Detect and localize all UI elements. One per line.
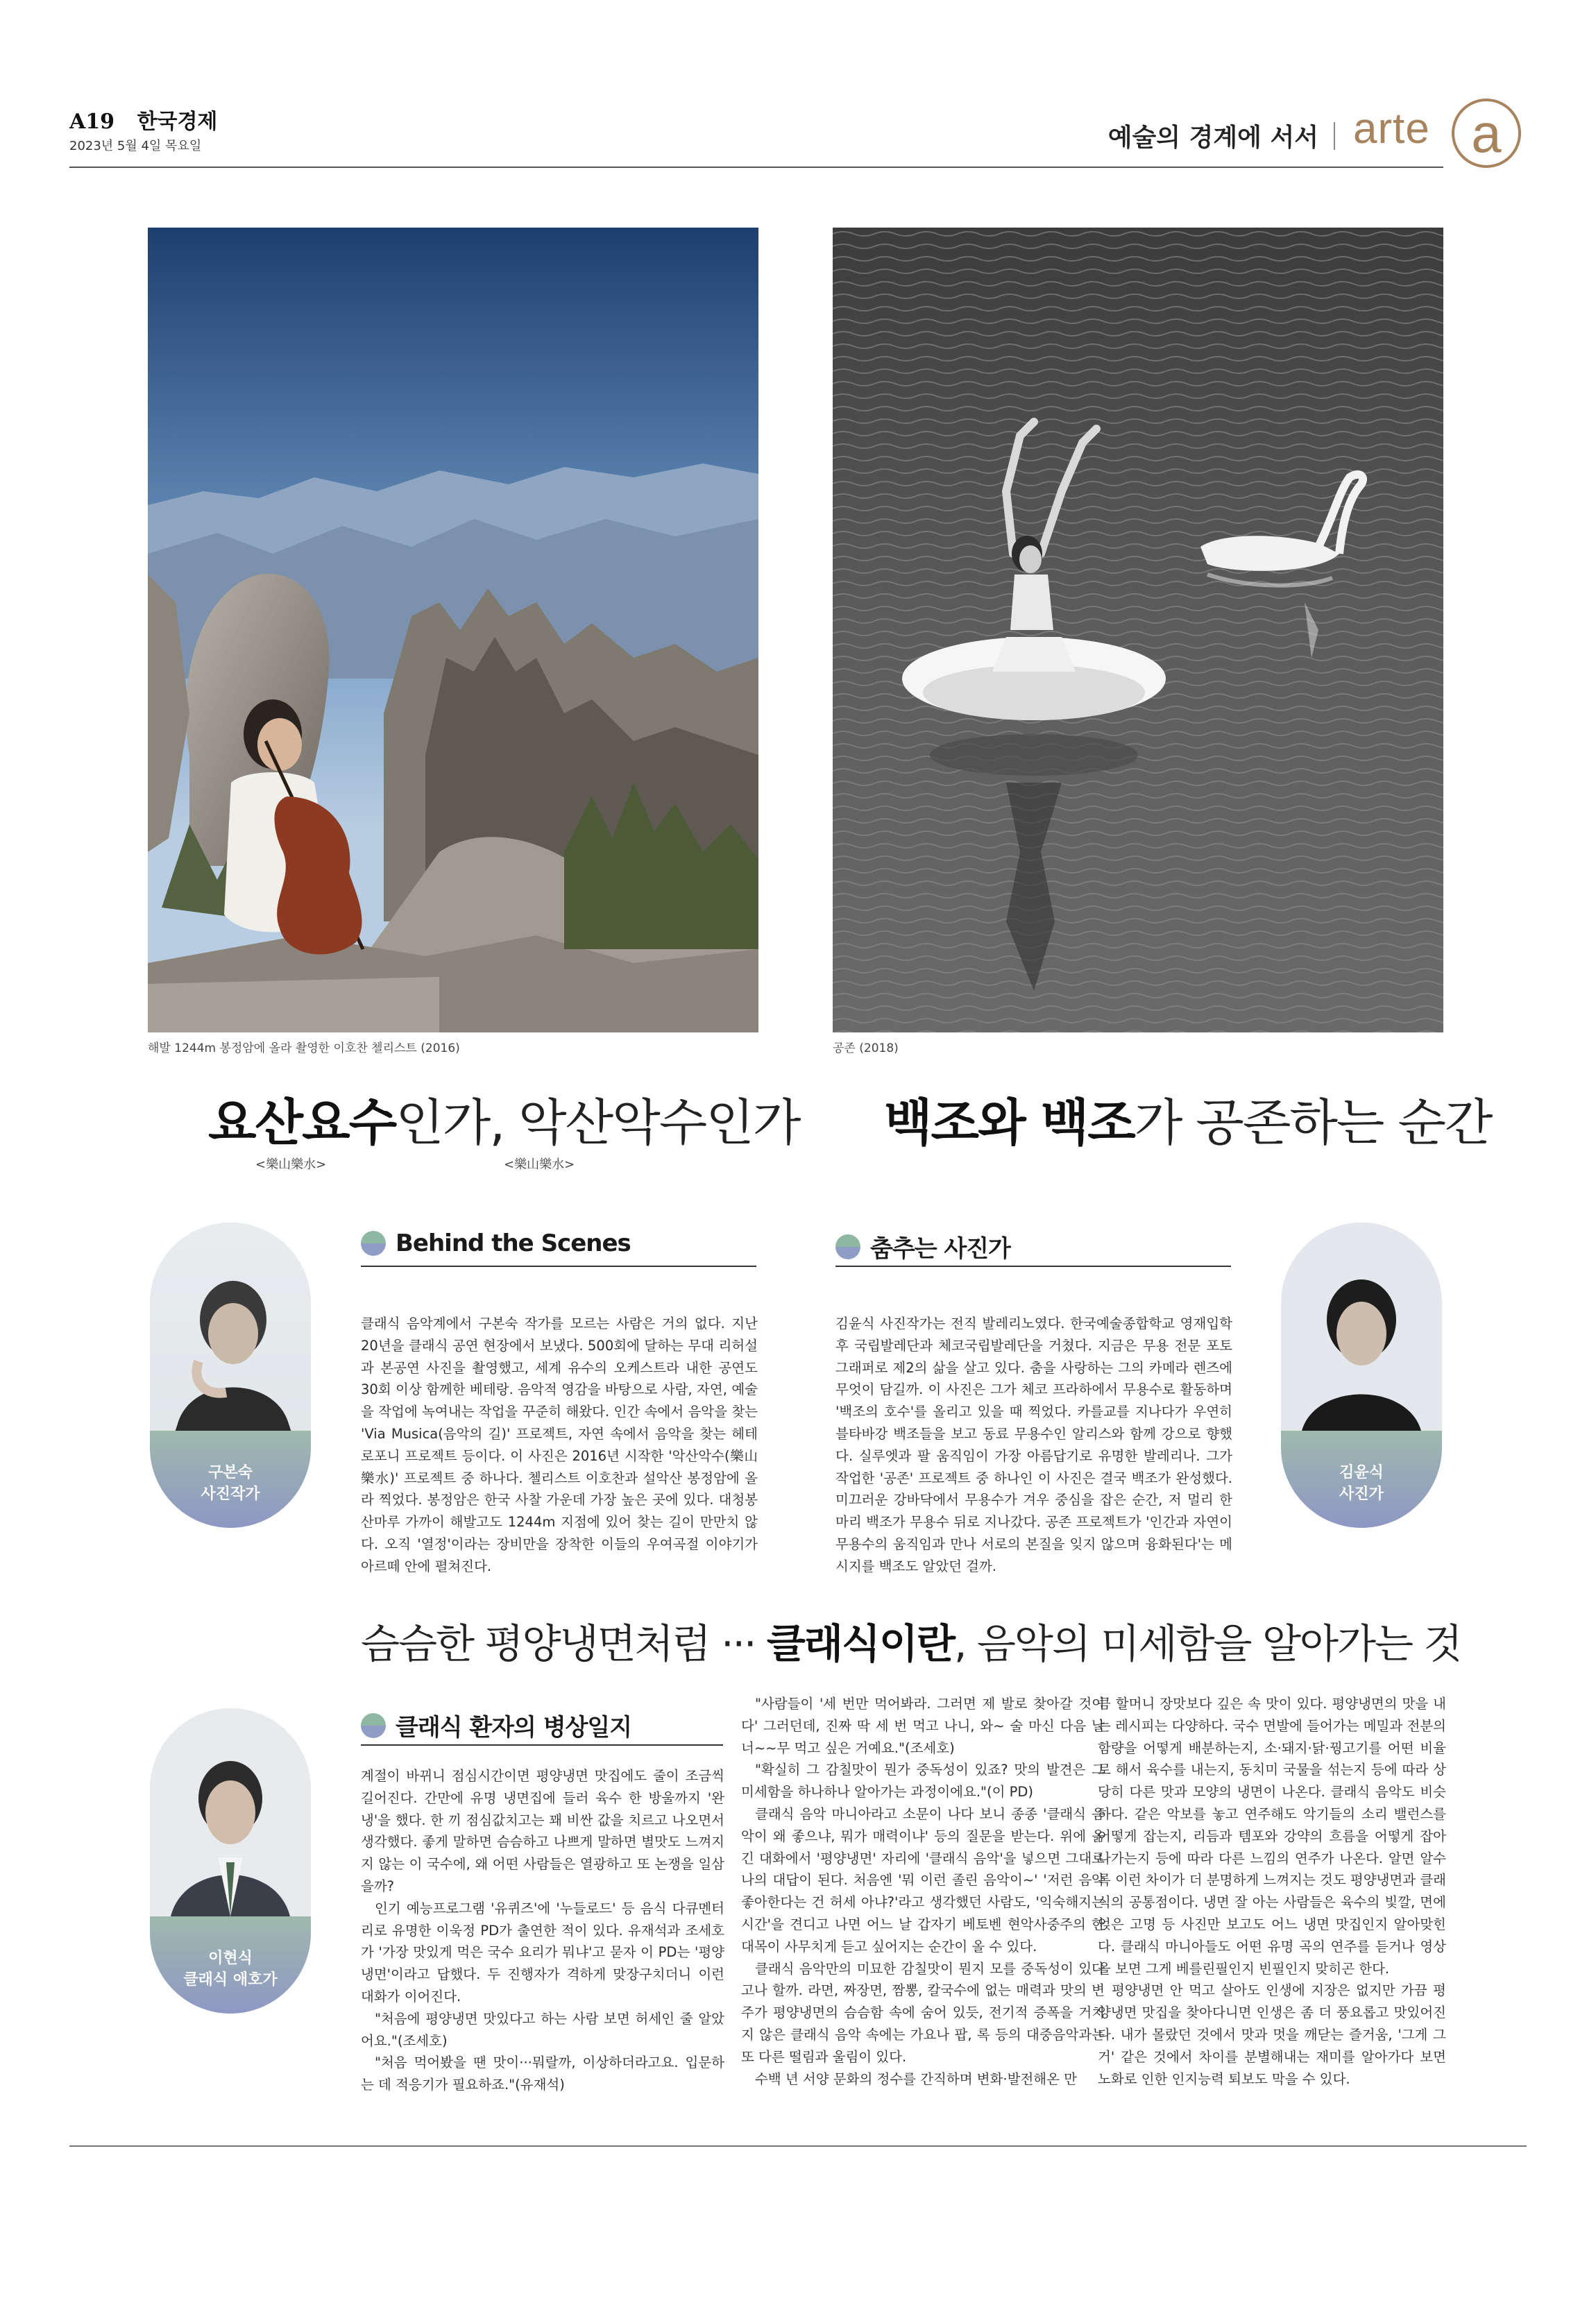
arte-logo-mark: [1452, 99, 1521, 168]
header-divider: [1334, 122, 1335, 150]
section-label-behind: Behind the Scenes: [396, 1229, 631, 1257]
section-rule-left: [361, 1266, 756, 1267]
paragraph: 평양냉면 안 먹고 살아도 인생에 지장은 없지만 가끔 평양냉면 맛집을 찾아다니면 인생은 좀 더 풍요롭고 맛있어진다. 내가 몰랐던 것에서 맛과 멋을 깨닫는 즐거움, '그게 그거' 같은 것에서 차이를 분별해내는 재미를 알아가다 보면 노화로 인한 인지능력 퇴보도 막을 수 있다.: [1098, 1982, 1446, 2087]
left-photo-caption: 해발 1244m 봉정암에 올라 촬영한 이호찬 첼리스트 (2016): [148, 1041, 460, 1055]
arte-logo-letter: a: [1471, 103, 1502, 164]
ballerina-swan-photo: [833, 228, 1443, 1032]
bottom-article-col3: [1098, 1693, 1446, 2090]
left-headline-bold: 요산요수: [208, 1094, 396, 1152]
bottom-headline-rest: , 음악의 미세함을 알아가는 것: [954, 1620, 1461, 1667]
author-role-lee: 클래식 애호가: [183, 1970, 278, 1989]
paragraph: 인기 예능프로그램 '유퀴즈'에 '누들로드' 등 음식 다큐멘터리로 유명한 이욱정 PD가 출연한 적이 있다. 유재석과 조세호가 '가장 맛있게 먹은 국수 요리가 뭐냐'고 묻자 이 PD는 '평양냉면'이라고 답했다. 두 진행자가 격하게 맞장구치더니 이런 대화가 이어진다.: [361, 1900, 724, 2005]
bottom-headline-bold: 클래식이란: [766, 1620, 955, 1667]
header-rule: [69, 167, 1443, 168]
right-article-body: 김윤식 사진작가는 전직 발레리노였다. 한국예술종합학교 영재입학 후 국립발레단과 체코국립발레단을 거쳤다. 지금은 무용 전문 포토그래퍼로 제2의 삶을 살고 있다. 춤을 사랑하는 그의 카메라 렌즈에 무엇이 담길까. 이 사진은 그가 체코 프라하에서 무용수로 활동하며 '백조의 호수'를 올리고 있을 때 찍었다. 카를교를 지나다가 우연히 블타바강 백조들을 보고 동료 무용수인 알리스와 함께 강으로 향했다. 실루엣과 팔 움직임이 가장 아름답기로 유명한 발레리나. 그가 작업한 '공존' 프로젝트 중 하나인 이 사진은 결국 백조가 완성했다. 미끄러운 강바닥에서 무용수가 겨우 중심을 잡은 순간, 저 멀리 한 마리 백조가 무용수 뒤로 지나갔다. 공존 프로젝트가 '인간과 자연이 무용수의 움직임과 만나 서로의 본질을 잊지 않으며 융화된다'는 메시지를 백조도 알았던 걸까.: [835, 1316, 1232, 1574]
author-role-kim: 사진가: [1339, 1484, 1384, 1503]
section-rule-right: [835, 1266, 1231, 1267]
newspaper-name: 한국경제: [137, 110, 218, 134]
section-kicker: 예술의 경계에 서서: [1107, 124, 1318, 152]
author-role-koo: 사진작가: [201, 1484, 260, 1503]
section-dancing-photographer: [835, 1229, 1010, 1263]
bottom-headline-pre: 슴슴한 평양냉면처럼 ···: [361, 1620, 767, 1667]
section-dot-icon: [835, 1234, 860, 1259]
section-dot-icon: [361, 1713, 386, 1738]
right-headline: [884, 1082, 1492, 1155]
author-name-koo: 구본숙: [208, 1463, 253, 1481]
section-label-dancing: 춤추는 사진가: [870, 1235, 1010, 1263]
cellist-mountain-photo: [148, 228, 758, 1032]
author-badge-lee: [150, 1708, 311, 2014]
page-number: [69, 104, 217, 135]
author-badge-koo: [150, 1223, 311, 1528]
right-headline-bold: 백조와 백조: [884, 1094, 1135, 1152]
section-behind-the-scenes: [361, 1229, 631, 1257]
right-photo-caption: 공존 (2018): [833, 1041, 899, 1055]
section-dot-icon: [361, 1231, 386, 1256]
section-label-patient: 클래식 환자의 병상일지: [396, 1714, 632, 1742]
footer-rule: [69, 2145, 1527, 2147]
paragraph: 클래식 음악만의 미묘한 감칠맛이 뭔지 모를 중독성이 있다고나 할까. 라면, 짜장면, 짬뽕, 칼국수에 없는 매력과 맛의 변주가 평양냉면의 슴슴함 속에 숨어 있듯, 전기적 증폭을 거치지 않은 클래식 음악 속에는 가요나 팝, 록 등의 대중음악과는 또 다른 떨림과 울림이 있다.: [741, 1960, 1105, 2065]
bottom-headline: [361, 1611, 1461, 1669]
issue-date: 2023년 5월 4일 목요일: [69, 139, 202, 153]
arte-logo-text: arte: [1353, 105, 1430, 153]
paragraph: 큼 할머니 장맛보다 깊은 속 맛이 있다. 평양냉면의 맛을 내는 레시피는 다양하다. 국수 면발에 들어가는 메밀과 전분의 함량을 어떻게 배분하는지, 소·돼지·닭·꿩고기를 어떤 비율로 해서 육수를 내는지, 동치미 국물을 섞는지 등에 따라 상당히 다른 맛과 모양의 냉면이 나온다. 클래식 음악도 비슷하다. 같은 악보를 놓고 연주해도 악기들의 소리 밸런스를 어떻게 잡는지, 리듬과 템포와 강약의 흐름을 어떻게 잡아 나가는지 등에 따라 다른 느낌의 연주가 나온다. 알면 알수록 이런 차이가 더 분명하게 느껴지는 것도 평양냉면과 클래식의 공통점이다. 냉면 잘 아는 사람들은 육수의 빛깔, 면에 얹은 고명 등 사진만 보고도 어느 냉면 맛집인지 알아맞힌다. 클래식 마니아들도 어떤 유명 곡의 연주를 듣거나 영상을 보면 그게 베를린필인지 빈필인지 맞히곤 한다.: [1098, 1696, 1446, 1977]
right-headline-rest: 가 공존하는 순간: [1134, 1094, 1492, 1152]
paragraph: 클래식 음악 마니아라고 소문이 나다 보니 종종 '클래식 음악이 왜 좋으냐, 뭐가 매력이냐' 등의 질문을 받는다. 위에 옮긴 대화에서 '평양냉면' 자리에 '클래식 음악'을 넣으면 그대로 나의 대답이 된다. 처음엔 '뭐 이런 졸린 음악이~' '저런 음악 좋아한다는 건 허세 아냐?'라고 생각했던 사람도, '익숙해지는 시간'을 견디고 나면 어느 날 갑자기 베토벤 현악사중주의 한 대목이 사무치게 듣고 싶어지는 순간이 올 수 있다.: [741, 1805, 1105, 1955]
left-headline-hanja-2: <樂山樂水>: [504, 1157, 575, 1172]
paragraph: 수백 년 서양 문화의 정수를 간직하며 변화·발전해온 만: [755, 2070, 1078, 2087]
paragraph: "처음 먹어봤을 땐 맛이···뭐랄까, 이상하더라고요. 입문하는 데 적응기가 필요하죠."(유재석): [361, 2054, 724, 2093]
author-badge-kim: [1281, 1223, 1442, 1528]
left-headline: [208, 1082, 800, 1155]
paragraph: "사람들이 '세 번만 먹어봐라. 그러면 제 발로 찾아갈 것이다' 그러던데, 진짜 딱 세 번 먹고 나니, 와~ 술 마신 다음 날 너~~무 먹고 싶은 거예요."(조세호): [741, 1696, 1105, 1756]
paragraph: "처음에 평양냉면 맛있다고 하는 사람 보면 허세인 줄 알았어요."(조세호): [361, 2010, 724, 2049]
author-name-lee: 이현식: [208, 1949, 253, 1967]
bottom-article-col2: [741, 1693, 1105, 2090]
section-rule-bottom: [361, 1744, 723, 1746]
left-headline-hanja-1: <樂山樂水>: [255, 1157, 327, 1172]
section-classic-patient: [361, 1708, 631, 1742]
author-name-kim: 김윤식: [1339, 1463, 1384, 1481]
paragraph: 계절이 바뀌니 점심시간이면 평양냉면 맛집에도 줄이 조금씩 길어진다. 간만에 유명 냉면집에 들러 육수 한 방울까지 '완냉'을 했다. 한 끼 점심값치고는 꽤 비싼 값을 치르고 나오면서 생각했다. 좋게 말하면 슴슴하고 나쁘게 말하면 별맛도 느껴지지 않는 이 국수에, 왜 어떤 사람들은 열광하고 또 논쟁을 일삼을까?: [361, 1768, 724, 1894]
bottom-article-col1: [361, 1765, 724, 2096]
page-number-label: A19: [69, 110, 115, 134]
left-article-body: 클래식 음악계에서 구본숙 작가를 모르는 사람은 거의 없다. 지난 20년을 클래식 공연 현장에서 보냈다. 500회에 달하는 무대 리허설과 본공연 사진을 촬영했고, 세계 유수의 오케스트라 내한 공연도 30회 이상 함께한 베테랑. 음악적 영감을 바탕으로 사람, 자연, 예술을 작업에 녹여내는 작업을 꾸준히 해왔다. 인간 속에서 음악을 찾는 'Via Musica(음악의 길)' 프로젝트, 자연 속에서 음악을 찾는 헤테로포니 프로젝트 등이다. 이 사진은 2016년 시작한 '악산악수(樂山樂水)' 프로젝트 중 하나다. 첼리스트 이호찬과 설악산 봉정암에 올라 찍었다. 봉정암은 한국 사찰 가운데 가장 높은 곳에 있다. 대청봉 산마루 가까이 해발고도 1244m 지점에 있어 찾는 길이 만만치 않다. 오직 '열정'이라는 장비만을 장착한 이들의 우여곡절 이야기가 아르떼 안에 펼쳐진다.: [361, 1316, 758, 1574]
paragraph: "확실히 그 감칠맛이 뭔가 중독성이 있죠? 맛의 발견은 그 미세함을 하나하나 알아가는 과정이에요."(이 PD): [741, 1762, 1105, 1801]
left-headline-rest: 인가, 악산악수인가: [396, 1094, 800, 1152]
